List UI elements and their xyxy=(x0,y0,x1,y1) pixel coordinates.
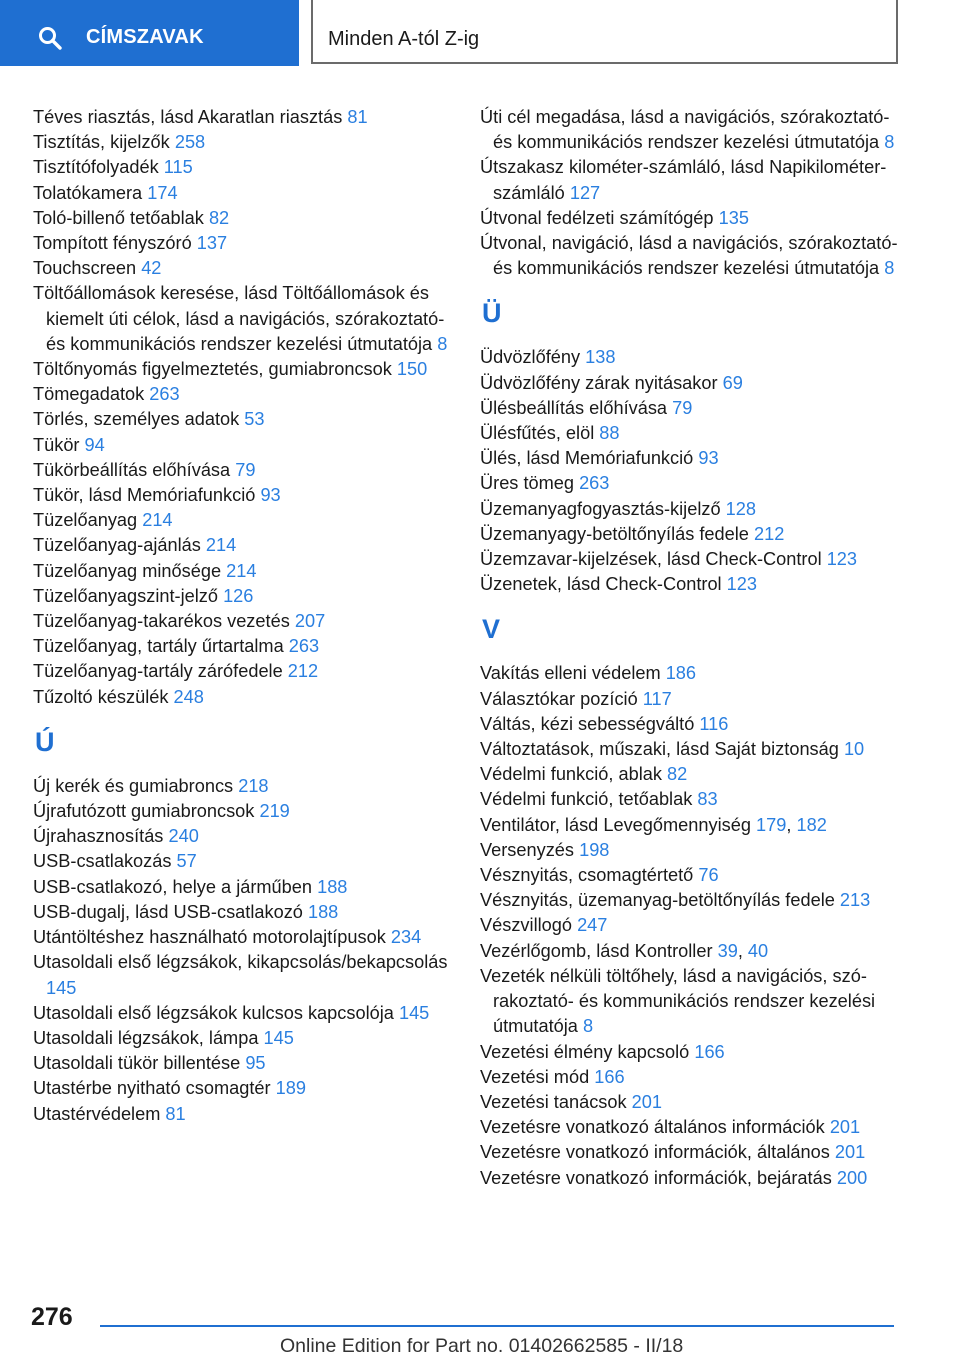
index-entry-text: Védelmi funkció, ablak xyxy=(480,764,668,785)
index-entry xyxy=(480,446,910,471)
index-entry-text: Váltás, kézi sebességváltó xyxy=(480,713,700,734)
index-entry-text: Tüzelőanyag-ajánlás xyxy=(33,535,206,556)
page-link[interactable]: 201 xyxy=(834,1142,866,1163)
index-entry-text: Tompított fényszóró xyxy=(33,233,197,254)
index-entry-text: Utasoldali első légzsákok kulcsos kapcsolója xyxy=(33,1002,399,1023)
index-entry-text: USB-dugalj, lásd USB-csatlakozó xyxy=(33,901,308,922)
index-entry xyxy=(480,1065,910,1090)
page-link[interactable]: 214 xyxy=(226,560,257,581)
page-link[interactable]: 53 xyxy=(244,409,265,430)
index-entry-text: Útvonal fedélzeti számítógép xyxy=(480,207,719,228)
index-entry xyxy=(480,371,910,396)
page-link[interactable]: 39 xyxy=(717,940,738,961)
index-entry xyxy=(33,1051,453,1076)
page-link[interactable]: 214 xyxy=(205,535,237,556)
page-link[interactable]: 189 xyxy=(275,1078,306,1099)
index-entry xyxy=(480,661,910,686)
index-entry-text: Tüzelőanyag minősége xyxy=(33,560,227,581)
index-entry-text: Tisztítófolyadék xyxy=(33,157,164,178)
index-entry xyxy=(33,357,453,382)
search-tab[interactable] xyxy=(0,0,299,66)
index-header xyxy=(0,0,960,66)
index-entry xyxy=(480,345,910,370)
page-link[interactable]: 212 xyxy=(287,661,319,682)
index-column-right xyxy=(480,105,910,1191)
index-entry-text: Vezetési tanácsok xyxy=(480,1091,632,1112)
page-link[interactable]: 137 xyxy=(196,233,228,254)
index-entry: Vezérlőgomb, lásd Kontroller 39, 40 xyxy=(480,940,769,961)
page-link[interactable]: 123 xyxy=(726,574,758,595)
index-entry-text: Vakítás elleni védelem xyxy=(480,663,666,684)
index-entry-text: Vezetésre vonatkozó információk, általános xyxy=(480,1142,835,1163)
page-link[interactable]: 10 xyxy=(843,739,865,760)
index-entry-text: Vezetésre vonatkozó információk, bejáratás xyxy=(480,1167,837,1188)
index-entry xyxy=(480,687,910,712)
index-entry-text: Vezetésre vonatkozó általános információk xyxy=(480,1117,830,1138)
page-link[interactable]: 219 xyxy=(259,801,290,822)
index-entry xyxy=(33,1001,453,1026)
index-entry-text: Utasoldali légzsákok, lámpa xyxy=(33,1027,264,1048)
page-link[interactable]: 88 xyxy=(599,423,620,444)
index-entry-text: Üzemanyagfogyasztás-kijelző xyxy=(480,498,726,519)
index-entry-text: Téves riasztás, lásd Akaratlan riasztás xyxy=(33,107,348,127)
index-entry xyxy=(33,900,453,925)
index-entry-text: Üres tömeg xyxy=(480,473,580,494)
page-link[interactable]: 127 xyxy=(569,182,601,203)
page-link[interactable]: 82 xyxy=(667,764,688,785)
page-link[interactable]: 174 xyxy=(147,182,178,203)
page-link[interactable]: 138 xyxy=(585,347,616,368)
page-link[interactable]: 79 xyxy=(235,459,256,480)
page-link[interactable]: 95 xyxy=(245,1053,266,1074)
page-link[interactable]: 128 xyxy=(725,498,756,519)
index-entry xyxy=(33,659,453,684)
index-entry xyxy=(33,105,453,130)
index-entry xyxy=(33,206,453,231)
index-entry-text: Toló-billenő tetőablak xyxy=(33,207,209,228)
index-entry-text: Vezetési mód xyxy=(480,1066,595,1087)
page-link[interactable]: 123 xyxy=(826,549,858,570)
index-entry xyxy=(480,522,910,547)
index-entry xyxy=(33,407,453,432)
index-entry xyxy=(480,913,910,938)
index-entry xyxy=(480,105,910,155)
page-link[interactable]: 82 xyxy=(208,207,230,228)
edition-footer: Online Edition for Part no. 01402662585 - II/18 xyxy=(280,1335,684,1357)
index-entry xyxy=(480,421,910,446)
index-entry xyxy=(480,1166,910,1191)
page-link[interactable]: 263 xyxy=(149,384,180,405)
index-entry xyxy=(33,281,453,357)
index-entry xyxy=(480,1040,910,1065)
index-entry-text: Törlés, személyes adatok xyxy=(33,409,245,430)
index-entry xyxy=(33,685,453,710)
index-entry xyxy=(33,433,453,458)
page-link[interactable]: 166 xyxy=(594,1066,625,1087)
page-link[interactable]: 8 xyxy=(884,132,895,153)
index-entry-text: Újrahasznosítás xyxy=(33,826,169,847)
index-entry-text: Töltőnyomás figyelmeztetés, gumiabroncsok xyxy=(33,359,397,380)
index-entry-text: Tisztítás, kijelzők xyxy=(33,132,175,153)
index-entry-text: Választókar pozíció xyxy=(480,688,643,709)
page-link[interactable]: 79 xyxy=(672,397,693,418)
page-link[interactable]: 81 xyxy=(347,107,368,127)
index-entry-text: Touchscreen xyxy=(33,258,142,279)
page-link[interactable]: 247 xyxy=(577,915,608,936)
index-entry-text: Utastérvédelem xyxy=(33,1103,166,1124)
page-link[interactable]: 81 xyxy=(165,1103,186,1124)
index-entry-text: Vésznyitás, üzemanyag-betöltőnyílás fedele xyxy=(480,890,840,911)
page-link[interactable]: 198 xyxy=(579,839,610,860)
index-entry xyxy=(480,863,910,888)
index-entry: Ventilátor, lásd Levegőmennyiség 179, 182 xyxy=(480,814,827,835)
search-icon xyxy=(38,26,62,50)
page-link[interactable]: 182 xyxy=(796,814,827,835)
page-link[interactable]: 145 xyxy=(46,977,77,998)
index-entry xyxy=(33,875,453,900)
index-entry xyxy=(33,1026,453,1051)
page-link[interactable]: 201 xyxy=(631,1091,663,1112)
index-entry-text: Útszakasz kilométer-számláló, lásd Napikilométer-számláló xyxy=(480,157,887,203)
index-entry-text: Újrafutózott gumiabroncsok xyxy=(33,801,260,822)
index-entry xyxy=(33,1102,453,1127)
index-entry-text: Vezérlőgomb, lásd Kontroller xyxy=(480,940,718,961)
index-entry xyxy=(480,471,910,496)
index-entry xyxy=(480,1090,910,1115)
page-link[interactable]: 188 xyxy=(317,876,348,897)
index-entry-text: Üdvözlőfény zárak nyitásakor xyxy=(480,372,723,393)
search-tab-label: CÍMSZAVAK xyxy=(86,26,204,48)
page-link[interactable]: 57 xyxy=(176,851,197,872)
page-link[interactable]: 69 xyxy=(722,372,743,393)
index-entry-text: Vésznyitás, csomagtértető xyxy=(480,865,699,886)
page-link[interactable]: 186 xyxy=(665,663,697,684)
index-entry xyxy=(480,964,910,1040)
index-entry xyxy=(33,508,453,533)
page-link[interactable]: 212 xyxy=(753,523,785,544)
index-entry xyxy=(33,634,453,659)
index-entry-text: Tüzelőanyag xyxy=(33,510,143,531)
page-link[interactable]: 115 xyxy=(163,157,193,178)
az-tab-label: Minden A-tól Z-ig xyxy=(328,28,480,50)
index-entry-text: Új kerék és gumiabroncs xyxy=(33,775,239,796)
index-entry xyxy=(33,799,453,824)
index-entry xyxy=(33,774,453,799)
index-entry-text: USB-csatlakozó, helye a járműben xyxy=(33,876,318,897)
page-link[interactable]: 8 xyxy=(437,333,448,354)
page-number: 276 xyxy=(31,1303,73,1331)
index-entry xyxy=(480,497,910,522)
page-link[interactable]: 240 xyxy=(168,826,199,847)
page-link[interactable]: 248 xyxy=(173,686,204,707)
index-entry-text: Ülésbeállítás előhívása xyxy=(480,397,673,418)
index-entry-text: Üzenetek, lásd Check-Control xyxy=(480,574,727,595)
index-entry xyxy=(33,950,453,1000)
index-entry-text: Úti cél megadása, lásd a navigációs, szórakoztató- és kommunikációs rendszer kezelési útmutatója xyxy=(480,107,890,153)
index-entry-text: Utántöltéshez használható motorolajtípusok xyxy=(33,927,391,948)
index-entry xyxy=(33,130,453,155)
page-link[interactable]: 117 xyxy=(642,688,672,709)
index-entry-text: Utastérbe nyitható csomagtér xyxy=(33,1078,276,1099)
index-entry xyxy=(33,458,453,483)
index-entry xyxy=(33,824,453,849)
index-entry xyxy=(33,533,453,558)
index-entry-text: Üzemanyagy-betöltőnyílás fedele xyxy=(480,523,754,544)
page-link[interactable]: 116 xyxy=(699,713,729,734)
index-entry xyxy=(480,572,910,597)
index-entry-text: Tükörbeállítás előhívása xyxy=(33,459,236,480)
page-link[interactable]: 150 xyxy=(396,359,428,380)
page-link[interactable]: 218 xyxy=(238,775,269,796)
page-link[interactable]: 8 xyxy=(884,258,895,279)
page-link[interactable]: 135 xyxy=(718,207,749,228)
index-entry-text: Útvonal, navigáció, lásd a navigációs, szórakoztató- és kommunikációs rendszer kezelési útmutatója xyxy=(480,233,898,279)
index-entry xyxy=(480,838,910,863)
page-link[interactable]: 200 xyxy=(836,1167,868,1188)
index-entry-text: Tüzelőanyag, tartály űrtartalma xyxy=(33,636,289,657)
page-link[interactable]: 83 xyxy=(697,789,718,810)
page-link[interactable]: 126 xyxy=(223,585,254,606)
index-entry-text: Tüzelőanyag-takarékos vezetés xyxy=(33,611,295,632)
page-link[interactable]: 94 xyxy=(84,434,105,455)
index-entry-text: Tükör, lásd Memóriafunkció xyxy=(33,485,261,506)
index-entry xyxy=(33,925,453,950)
page-link[interactable]: 234 xyxy=(390,927,422,948)
index-entry-text: USB-csatlakozás xyxy=(33,851,177,872)
page-link[interactable]: 40 xyxy=(747,940,769,961)
index-entry-text: Üzemzavar-kijelzések, lásd Check-Control xyxy=(480,549,827,570)
index-entry xyxy=(480,888,910,913)
section-letter: V xyxy=(482,614,501,645)
index-entry-text: Vezeték nélküli töltőhely, lásd a navigációs, szórakoztató- és kommunikációs rendszer kezelési útmutatója xyxy=(480,965,876,1037)
index-entry-text: Ventilátor, lásd Levegőmennyiség xyxy=(480,814,757,835)
index-entry-text: Üdvözlőfény xyxy=(480,347,586,368)
index-entry-text: Tolatókamera xyxy=(33,182,148,203)
page-link[interactable]: 207 xyxy=(294,611,326,632)
index-entry xyxy=(480,737,910,762)
index-entry xyxy=(33,559,453,584)
index-entry-text: Utasoldali első légzsákok, kikapcsolás/bekapcsolás xyxy=(33,952,448,973)
index-entry xyxy=(480,1115,910,1140)
index-entry xyxy=(480,1140,910,1165)
page-link[interactable]: 93 xyxy=(260,485,281,506)
index-entry-text: Töltőállomások keresése, lásd Töltőállomások és kiemelt úti célok, lásd a navigációs, szórakoztató- és kommunikációs rendszer kezelési útmutatója xyxy=(33,283,445,354)
page-link[interactable]: 179 xyxy=(756,814,787,835)
page-link[interactable]: 263 xyxy=(579,473,610,494)
index-entry xyxy=(33,382,453,407)
index-entry xyxy=(33,849,453,874)
page-link[interactable]: 214 xyxy=(142,510,173,531)
page-link[interactable]: 201 xyxy=(829,1117,861,1138)
index-entry xyxy=(33,256,453,281)
index-entry-text: Versenyzés xyxy=(480,839,580,860)
index-entry xyxy=(480,396,910,421)
footer-divider xyxy=(100,1325,894,1327)
page-link[interactable]: 213 xyxy=(839,890,871,911)
index-entry-text: Védelmi funkció, tetőablak xyxy=(480,789,698,810)
index-entry xyxy=(33,155,453,180)
page-link[interactable]: 76 xyxy=(698,865,719,886)
index-entry xyxy=(33,483,453,508)
index-entry-text: Változtatások, műszaki, lásd Saját biztonság xyxy=(480,739,844,760)
index-entry xyxy=(33,181,453,206)
index-entry xyxy=(480,155,910,205)
index-entry-text: Vészvillogó xyxy=(480,915,578,936)
page-link[interactable]: 166 xyxy=(694,1041,725,1062)
page-link[interactable]: 8 xyxy=(582,1016,594,1037)
index-entry-text: Utasoldali tükör billentése xyxy=(33,1053,246,1074)
az-tab[interactable] xyxy=(311,0,898,64)
index-entry xyxy=(480,787,910,812)
index-entry xyxy=(480,547,910,572)
index-column-left xyxy=(33,105,453,1127)
page-link[interactable]: 42 xyxy=(141,258,162,279)
index-entry-text: Tükör xyxy=(33,434,85,455)
page-link[interactable]: 145 xyxy=(398,1002,430,1023)
index-entry xyxy=(480,206,910,231)
index-entry-text: Ülésfűtés, elöl xyxy=(480,423,600,444)
index-entry xyxy=(33,584,453,609)
index-entry xyxy=(480,231,910,281)
index-entry xyxy=(33,231,453,256)
section-letter: Ü xyxy=(482,298,502,329)
page-link[interactable]: 188 xyxy=(307,901,339,922)
index-entry xyxy=(480,712,910,737)
index-entry-text: Tűzoltó készülék xyxy=(33,686,174,707)
section-letter: Ú xyxy=(35,726,55,757)
page-link[interactable]: 258 xyxy=(174,132,206,153)
index-entry-text: Tüzelőanyagszint-jelző xyxy=(33,585,224,606)
index-entry xyxy=(480,762,910,787)
index-entry xyxy=(33,609,453,634)
index-entry xyxy=(33,1076,453,1101)
page-link[interactable]: 263 xyxy=(288,636,320,657)
index-entry-text: Vezetési élmény kapcsoló xyxy=(480,1041,695,1062)
page-link[interactable]: 93 xyxy=(698,448,719,469)
index-entry-text: Tömegadatok xyxy=(33,384,150,405)
index-entry-text: Ülés, lásd Memóriafunkció xyxy=(480,448,699,469)
page-link[interactable]: 145 xyxy=(263,1027,294,1048)
index-entry-text: Tüzelőanyag-tartály zárófedele xyxy=(33,661,288,682)
